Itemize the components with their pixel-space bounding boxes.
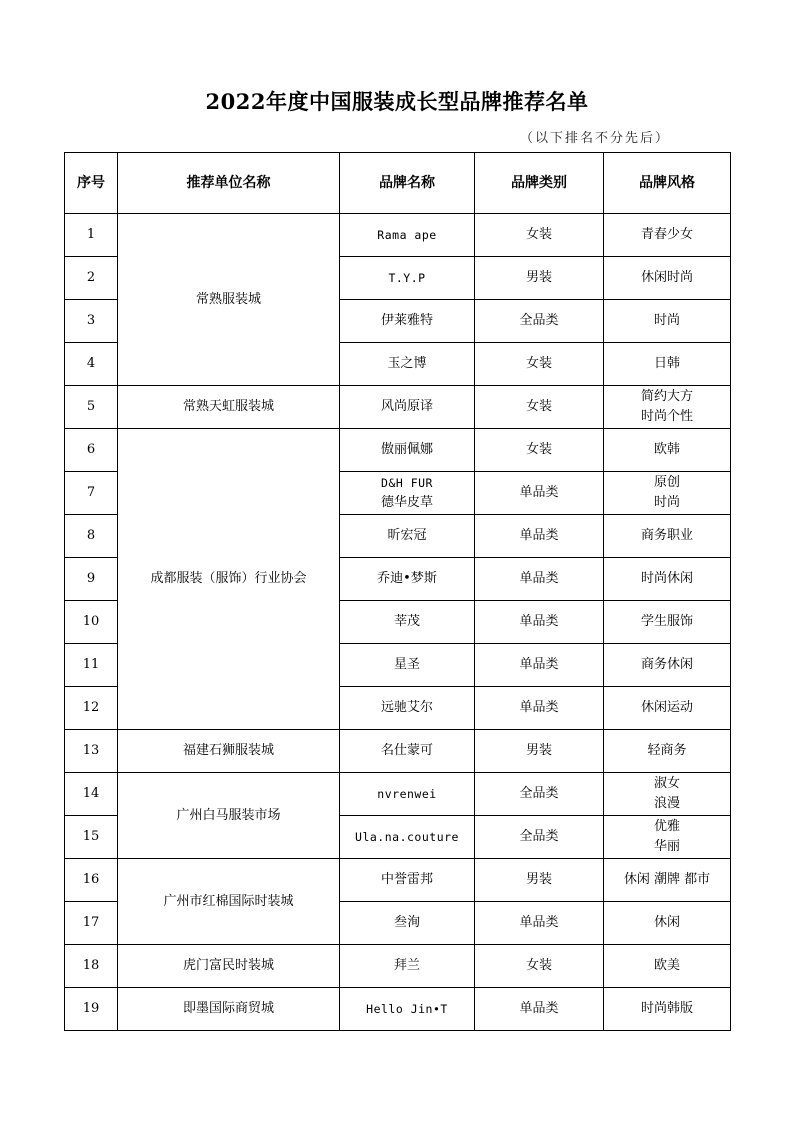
unit-cell: 即墨国际商贸城 [118, 988, 340, 1031]
style-cell: 时尚休闲 [604, 558, 731, 601]
row-no: 12 [65, 687, 118, 730]
style-cell: 时尚韩版 [604, 988, 731, 1031]
style-cell: 休闲 [604, 902, 731, 945]
category-cell: 单品类 [475, 687, 604, 730]
category-cell: 女装 [475, 343, 604, 386]
category-cell: 单品类 [475, 558, 604, 601]
ranking-note: （以下排名不分先后） [520, 131, 671, 146]
style-cell [604, 816, 731, 859]
category-cell: 单品类 [475, 902, 604, 945]
category-cell: 男装 [475, 859, 604, 902]
style-cell [604, 386, 731, 429]
category-cell: 全品类 [475, 300, 604, 343]
table-row [65, 429, 731, 472]
table-row [65, 730, 731, 773]
style-cell [604, 773, 731, 816]
style-cell: 休闲时尚 [604, 257, 731, 300]
brand-cell: nvrenwei [340, 773, 475, 816]
table-header-row [65, 153, 731, 214]
style-cell: 时尚 [604, 300, 731, 343]
table-row [65, 773, 731, 816]
style-cell: 欧美 [604, 945, 731, 988]
style-line: 浪漫 [653, 796, 680, 811]
category-cell: 全品类 [475, 773, 604, 816]
category-cell: 男装 [475, 257, 604, 300]
brand-cell: 乔迪•梦斯 [340, 558, 475, 601]
brand-cell: T.Y.P [340, 257, 475, 300]
brand-cell: 伊莱雅特 [340, 300, 475, 343]
header-no: 序号 [65, 153, 118, 214]
row-no: 6 [65, 429, 118, 472]
brand-cell: 名仕蒙可 [340, 730, 475, 773]
brand-cell: 风尚原译 [340, 386, 475, 429]
brand-line: D&H FUR [381, 476, 433, 490]
brand-cell: 拜兰 [340, 945, 475, 988]
brand-cell: 昕宏冠 [340, 515, 475, 558]
table-row [65, 386, 731, 429]
brand-cell: 叁洵 [340, 902, 475, 945]
style-cell: 欧韩 [604, 429, 731, 472]
table-row [65, 214, 731, 257]
row-no: 11 [65, 644, 118, 687]
row-no: 18 [65, 945, 118, 988]
row-no: 3 [65, 300, 118, 343]
style-line: 优雅 [653, 819, 680, 834]
unit-cell: 成都服装（服饰）行业协会 [118, 429, 340, 730]
style-cell [604, 472, 731, 515]
category-cell: 女装 [475, 214, 604, 257]
brand-cell: 莘茂 [340, 601, 475, 644]
brand-cell: 玉之博 [340, 343, 475, 386]
row-no: 13 [65, 730, 118, 773]
style-cell: 休闲 潮牌 都市 [604, 859, 731, 902]
header-style: 品牌风格 [604, 153, 731, 214]
style-line: 简约大方 [640, 389, 693, 404]
row-no: 14 [65, 773, 118, 816]
header-brand: 品牌名称 [340, 153, 475, 214]
row-no: 17 [65, 902, 118, 945]
table-row [65, 988, 731, 1031]
style-cell: 轻商务 [604, 730, 731, 773]
row-no: 5 [65, 386, 118, 429]
style-line: 原创 [653, 475, 680, 490]
brand-cell: Rama ape [340, 214, 475, 257]
unit-cell: 常熟服装城 [118, 214, 340, 386]
category-cell: 女装 [475, 945, 604, 988]
category-cell: 单品类 [475, 601, 604, 644]
style-cell: 休闲运动 [604, 687, 731, 730]
unit-cell: 广州白马服装市场 [118, 773, 340, 859]
unit-cell: 常熟天虹服装城 [118, 386, 340, 429]
style-cell: 商务休闲 [604, 644, 731, 687]
header-category: 品牌类别 [475, 153, 604, 214]
row-no: 1 [65, 214, 118, 257]
style-cell: 商务职业 [604, 515, 731, 558]
style-line: 时尚 [653, 495, 680, 510]
brand-cell: Hello Jin•T [340, 988, 475, 1031]
category-cell: 单品类 [475, 472, 604, 515]
row-no: 19 [65, 988, 118, 1031]
table-row [65, 859, 731, 902]
style-line: 淑女 [653, 776, 680, 791]
row-no: 15 [65, 816, 118, 859]
category-cell: 单品类 [475, 644, 604, 687]
category-cell: 女装 [475, 386, 604, 429]
brand-cell: 中誉雷邦 [340, 859, 475, 902]
unit-cell: 福建石狮服装城 [118, 730, 340, 773]
row-no: 2 [65, 257, 118, 300]
brand-line: 德华皮草 [380, 495, 433, 510]
brand-cell: Ula.na.couture [340, 816, 475, 859]
category-cell: 男装 [475, 730, 604, 773]
row-no: 8 [65, 515, 118, 558]
style-line: 华丽 [653, 839, 680, 854]
brand-table [64, 152, 731, 1031]
row-no: 10 [65, 601, 118, 644]
brand-cell: 远驰艾尔 [340, 687, 475, 730]
unit-cell: 虎门富民时装城 [118, 945, 340, 988]
category-cell: 全品类 [475, 816, 604, 859]
page-title: 2022年度中国服装成长型品牌推荐名单 [205, 89, 589, 114]
brand-cell [340, 472, 475, 515]
row-no: 7 [65, 472, 118, 515]
unit-cell: 广州市红棉国际时装城 [118, 859, 340, 945]
category-cell: 女装 [475, 429, 604, 472]
table-row [65, 945, 731, 988]
row-no: 4 [65, 343, 118, 386]
style-cell: 日韩 [604, 343, 731, 386]
brand-cell: 傲丽佩娜 [340, 429, 475, 472]
row-no: 9 [65, 558, 118, 601]
header-unit: 推荐单位名称 [118, 153, 340, 214]
brand-cell: 星圣 [340, 644, 475, 687]
row-no: 16 [65, 859, 118, 902]
category-cell: 单品类 [475, 988, 604, 1031]
category-cell: 单品类 [475, 515, 604, 558]
style-line: 时尚个性 [640, 409, 693, 424]
style-cell: 青春少女 [604, 214, 731, 257]
style-cell: 学生服饰 [604, 601, 731, 644]
